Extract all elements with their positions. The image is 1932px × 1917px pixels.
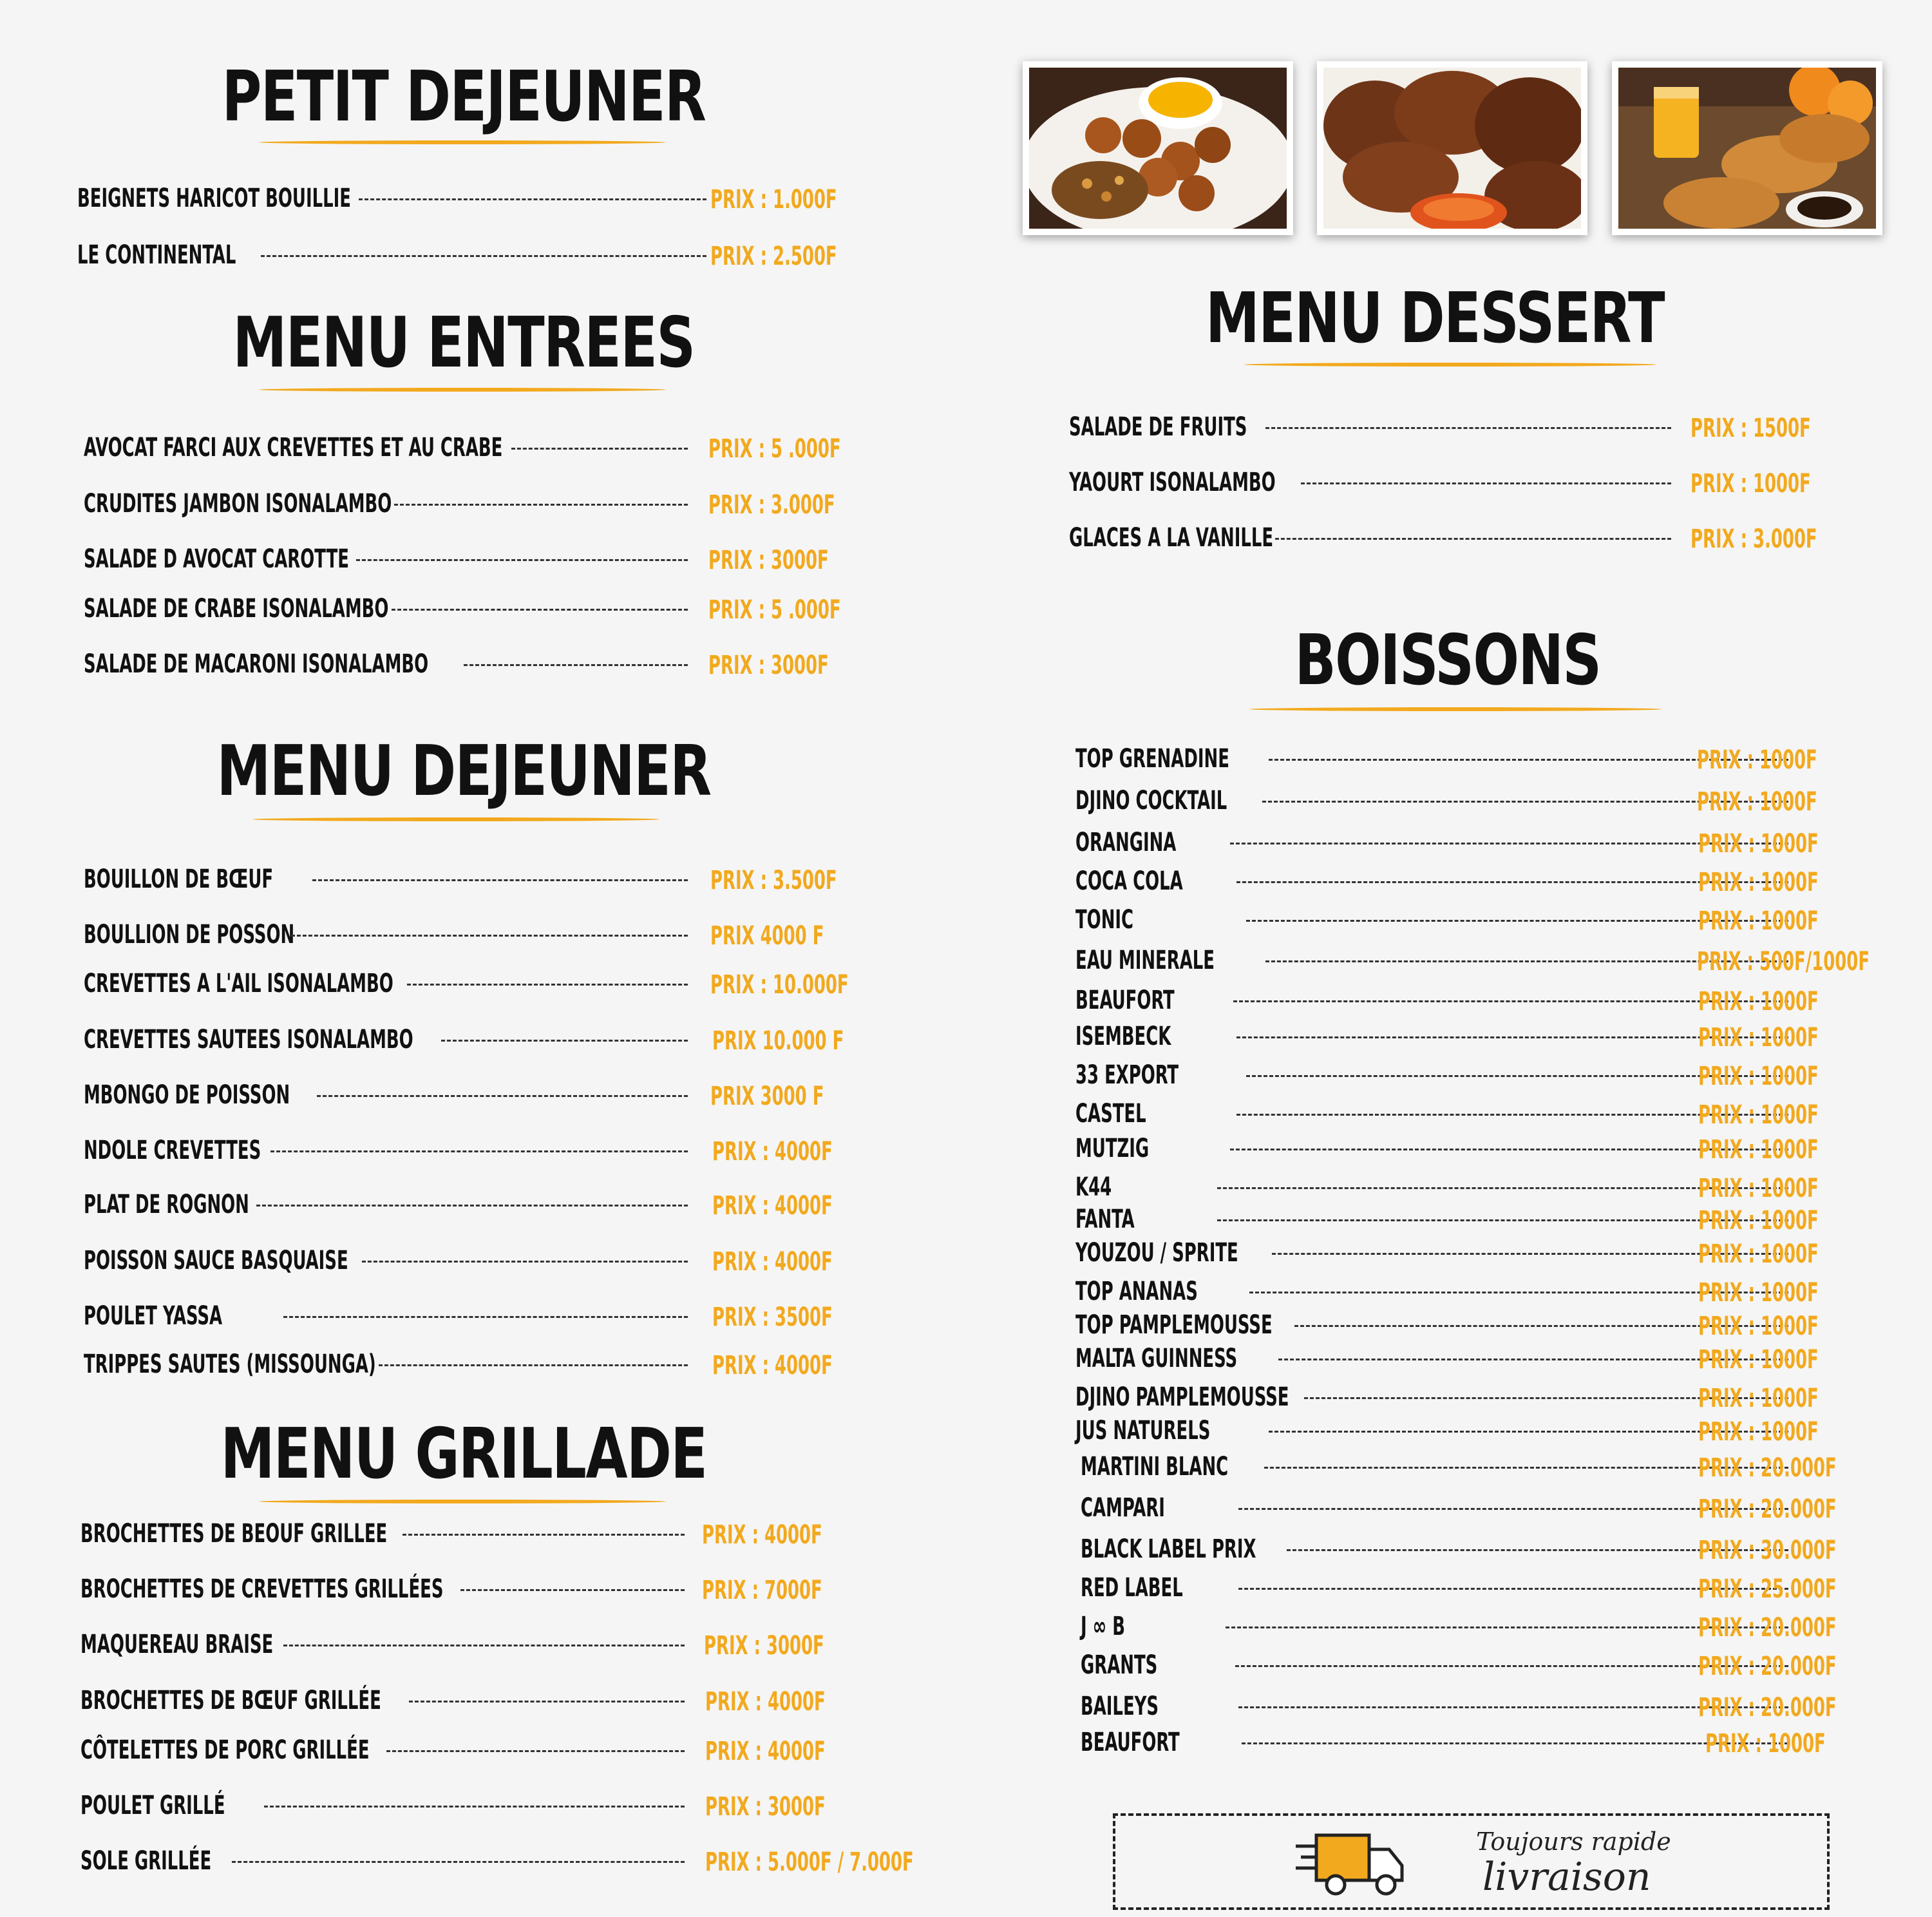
- item-price: PRIX : 30.000F: [1698, 1536, 1837, 1565]
- item-price: PRIX : 7000F: [702, 1576, 822, 1605]
- leader-dots: [317, 1095, 688, 1097]
- item-name: MAQUEREAU BRAISE: [80, 1630, 274, 1659]
- menu-item: [1081, 1533, 1837, 1565]
- item-name: PLAT DE ROGNON: [84, 1190, 249, 1219]
- item-name: SALADE DE CRABE ISONALAMBO: [84, 594, 389, 624]
- section-title-menu-grillade: MENU GRILLADE: [220, 1414, 707, 1494]
- item-price: PRIX : 5 .000F: [708, 434, 841, 464]
- leader-dots: [261, 255, 706, 257]
- title-underline: [259, 388, 666, 392]
- item-price: PRIX : 1000F: [1698, 1239, 1819, 1269]
- item-name: TOP PAMPLEMOUSSE: [1075, 1310, 1273, 1340]
- menu-item: [1081, 1726, 1826, 1759]
- section-title-menu-entrees: MENU ENTREES: [232, 303, 695, 383]
- item-name: DJINO PAMPLEMOUSSE: [1075, 1382, 1289, 1412]
- item-name: MARTINI BLANC: [1081, 1452, 1229, 1482]
- item-name: JUS NATURELS: [1075, 1416, 1211, 1445]
- menu-item: [1075, 1342, 1819, 1375]
- leader-dots: [283, 1316, 688, 1318]
- leader-dots: [407, 984, 688, 986]
- menu-item: [1081, 1572, 1837, 1604]
- leader-dots: [1265, 427, 1671, 429]
- menu-item: [1075, 1309, 1819, 1341]
- title-underline: [252, 817, 659, 821]
- menu-item: [1081, 1492, 1837, 1524]
- item-name: SALADE D AVOCAT CAROTTE: [84, 544, 349, 574]
- menu-item: [80, 1684, 826, 1717]
- item-name: BROCHETTES DE BEOUF GRILLEE: [80, 1519, 388, 1549]
- delivery-badge: [1113, 1813, 1830, 1910]
- item-price: PRIX : 20.000F: [1698, 1693, 1837, 1722]
- menu-item: [80, 1789, 826, 1822]
- item-name: BROCHETTES DE CREVETTES GRILLÉES: [80, 1574, 444, 1604]
- item-price: PRIX : 1000F: [1698, 1417, 1819, 1447]
- menu-item: [84, 1079, 824, 1111]
- menu-item: [1075, 1237, 1819, 1269]
- item-name: CRUDITES JAMBON ISONALAMBO: [84, 489, 392, 519]
- leader-dots: [270, 1150, 688, 1152]
- section-title-boissons: BOISSONS: [1294, 620, 1601, 701]
- item-price: PRIX : 1000F: [1698, 1206, 1819, 1235]
- item-price: PRIX : 1000F: [1698, 1023, 1819, 1053]
- item-price: PRIX : 3000F: [708, 651, 829, 680]
- item-price: PRIX : 1000F: [1698, 1278, 1819, 1308]
- item-price: PRIX : 4000F: [712, 1191, 833, 1221]
- menu-item: [80, 1573, 822, 1605]
- leader-dots: [232, 1861, 685, 1863]
- leader-dots: [1301, 482, 1671, 484]
- menu-item: [1081, 1610, 1837, 1643]
- item-price: PRIX : 20.000F: [1698, 1494, 1837, 1524]
- leader-dots: [394, 504, 688, 506]
- menu-item: [1075, 944, 1870, 977]
- item-price: PRIX : 25.000F: [1698, 1574, 1837, 1604]
- item-price: PRIX : 1000F: [1698, 1100, 1819, 1130]
- item-price: PRIX : 1000F: [1698, 1345, 1819, 1375]
- leader-dots: [392, 609, 688, 611]
- item-name: DJINO COCKTAIL: [1075, 786, 1227, 815]
- delivery-truck-icon: [1296, 1830, 1412, 1901]
- item-name: BEIGNETS HARICOT BOUILLIE: [77, 184, 351, 213]
- item-price: PRIX 10.000 F: [712, 1026, 844, 1056]
- leader-dots: [291, 935, 688, 937]
- item-price: PRIX : 3.000F: [1690, 524, 1817, 554]
- item-price: PRIX : 10.000F: [710, 970, 849, 1000]
- item-name: MBONGO DE POISSON: [84, 1080, 290, 1110]
- item-name: BROCHETTES DE BŒUF GRILLÉE: [80, 1686, 381, 1715]
- item-name: BOULLION DE POSSON: [84, 920, 295, 949]
- menu-item: [80, 1518, 822, 1550]
- item-name: SALADE DE FRUITS: [1069, 412, 1247, 442]
- menu-item: [1075, 865, 1819, 897]
- item-price: PRIX : 1000F: [1698, 906, 1819, 936]
- beignets-photo: [1023, 61, 1293, 235]
- leader-dots: [386, 1750, 685, 1752]
- item-name: K44: [1075, 1172, 1112, 1202]
- item-name: TRIPPES SAUTES (MISSOUNGA): [84, 1350, 376, 1379]
- menu-item: [77, 182, 837, 215]
- delivery-tagline: Toujours rapide: [1476, 1827, 1671, 1856]
- menu-item: [80, 1628, 824, 1661]
- leader-dots: [409, 1701, 685, 1702]
- menu-item: [1075, 743, 1817, 775]
- item-price: PRIX : 3000F: [704, 1631, 824, 1661]
- item-price: PRIX : 1000F: [1698, 1311, 1819, 1341]
- menu-item: [1075, 1171, 1819, 1203]
- item-name: GRANTS: [1081, 1650, 1158, 1680]
- item-price: PRIX : 20.000F: [1698, 1652, 1837, 1681]
- item-price: PRIX : 1000F: [1698, 1384, 1819, 1413]
- item-name: CÔTELETTES DE PORC GRILLÉE: [80, 1735, 370, 1765]
- breakfast-photo: [1612, 61, 1882, 235]
- menu-item: [84, 919, 824, 951]
- item-price: PRIX : 1000F: [1698, 1135, 1819, 1165]
- item-name: MUTZIG: [1075, 1134, 1150, 1163]
- section-title-menu-dejeuner: MENU DEJEUNER: [216, 731, 711, 812]
- menu-item: [84, 1134, 833, 1167]
- leader-dots: [1275, 538, 1671, 540]
- item-name: YAOURT ISONALAMBO: [1069, 468, 1276, 497]
- item-name: 33 EXPORT: [1075, 1060, 1179, 1090]
- item-price: PRIX : 4000F: [712, 1137, 833, 1167]
- item-price: PRIX : 1000F: [1698, 1174, 1819, 1203]
- leader-dots: [283, 1645, 685, 1646]
- item-price: PRIX : 4000F: [702, 1520, 822, 1550]
- item-price: PRIX : 3500F: [712, 1302, 833, 1332]
- item-name: EAU MINERALE: [1075, 946, 1215, 975]
- item-price: PRIX : 20.000F: [1698, 1613, 1837, 1643]
- leader-dots: [379, 1364, 688, 1366]
- item-name: POULET YASSA: [84, 1301, 223, 1331]
- menu-item: [1075, 1203, 1819, 1235]
- item-name: POISSON SAUCE BASQUAISE: [84, 1246, 348, 1275]
- item-price: PRIX : 3000F: [708, 546, 829, 575]
- title-underline: [259, 140, 666, 144]
- leader-dots: [460, 1589, 685, 1591]
- menu-item: [1075, 1132, 1819, 1165]
- menu-item: [1075, 1020, 1819, 1053]
- item-name: CAMPARI: [1081, 1493, 1165, 1523]
- item-name: NDOLE CREVETTES: [84, 1136, 261, 1165]
- item-name: CREVETTES A L'AIL ISONALAMBO: [84, 969, 393, 998]
- leader-dots: [359, 198, 706, 200]
- leader-dots: [256, 1205, 688, 1206]
- item-name: BOUILLON DE BŒUF: [84, 864, 274, 894]
- menu-item: [84, 968, 849, 1000]
- item-price: PRIX : 5 .000F: [708, 595, 841, 625]
- menu-item: [1075, 904, 1819, 936]
- item-price: PRIX : 4000F: [705, 1687, 826, 1717]
- section-title-petit-dejeuner: PETIT DEJEUNER: [222, 57, 706, 137]
- menu-item: [1075, 1275, 1819, 1308]
- item-price: PRIX : 5.000F / 7.000F: [705, 1847, 914, 1877]
- leader-dots: [511, 448, 688, 450]
- menu-item: [1081, 1649, 1837, 1681]
- menu-item: [84, 1188, 833, 1221]
- item-price: PRIX : 4000F: [712, 1247, 833, 1277]
- item-name: SALADE DE MACARONI ISONALAMBO: [84, 649, 429, 679]
- fried-fish-photo: [1317, 61, 1587, 235]
- menu-item: [84, 1245, 833, 1277]
- item-name: MALTA GUINNESS: [1075, 1344, 1238, 1373]
- leader-dots: [402, 1534, 685, 1536]
- menu-item: [1075, 1381, 1819, 1413]
- menu-item: [84, 543, 829, 575]
- item-price: PRIX : 1000F: [1697, 745, 1817, 775]
- item-name: POULET GRILLÉ: [80, 1791, 225, 1820]
- item-name: CREVETTES SAUTEES ISONALAMBO: [84, 1025, 413, 1054]
- menu-item: [1075, 785, 1817, 817]
- title-underline: [1249, 707, 1662, 711]
- menu-item: [80, 1734, 826, 1766]
- item-price: PRIX : 4000F: [705, 1737, 826, 1766]
- item-name: BAILEYS: [1081, 1692, 1159, 1721]
- item-name: BEAUFORT: [1081, 1728, 1180, 1757]
- menu-item: [84, 488, 835, 520]
- item-price: PRIX : 20.000F: [1698, 1453, 1837, 1483]
- leader-dots: [264, 1806, 685, 1807]
- item-name: COCA COLA: [1075, 866, 1183, 896]
- item-price: PRIX : 1000F: [1698, 868, 1819, 897]
- menu-item: [1075, 1059, 1819, 1091]
- item-name: ORANGINA: [1075, 828, 1177, 857]
- item-price: PRIX : 1.000F: [710, 185, 837, 215]
- menu-item: [84, 1024, 844, 1056]
- item-name: RED LABEL: [1081, 1573, 1183, 1603]
- item-price: PRIX : 1000F: [1698, 987, 1819, 1016]
- menu-item: [1069, 522, 1817, 554]
- section-title-menu-dessert: MENU DESSERT: [1205, 278, 1664, 359]
- item-price: PRIX : 1000F: [1698, 1062, 1819, 1091]
- item-name: TONIC: [1075, 905, 1134, 935]
- item-name: LE CONTINENTAL: [77, 240, 236, 270]
- menu-item: [1069, 411, 1811, 443]
- item-price: PRIX : 1000F: [1697, 787, 1817, 817]
- item-price: PRIX : 4000F: [712, 1351, 833, 1380]
- leader-dots: [362, 1261, 688, 1263]
- leader-dots: [441, 1040, 688, 1042]
- item-name: CASTEL: [1075, 1099, 1146, 1129]
- leader-dots: [356, 559, 688, 561]
- item-price: PRIX : 1500F: [1690, 414, 1811, 443]
- menu-item: [84, 593, 841, 625]
- menu-item: [1075, 984, 1819, 1016]
- title-underline: [259, 1500, 666, 1503]
- item-name: AVOCAT FARCI AUX CREVETTES ET AU CRABE: [84, 433, 503, 463]
- menu-item: [84, 1300, 833, 1332]
- menu-item: [1075, 1098, 1819, 1130]
- menu-item: [84, 1348, 833, 1380]
- item-price: PRIX : 3.000F: [708, 490, 835, 520]
- item-name: TOP ANANAS: [1075, 1277, 1198, 1306]
- item-price: PRIX 3000 F: [710, 1082, 824, 1111]
- item-price: PRIX : 1000F: [1698, 829, 1819, 859]
- item-price: PRIX : 500F/1000F: [1697, 947, 1870, 977]
- item-name: TOP GRENADINE: [1075, 744, 1229, 774]
- title-underline: [1244, 363, 1656, 367]
- menu-item: [1075, 1415, 1819, 1447]
- item-name: ISEMBECK: [1075, 1022, 1171, 1051]
- item-name: J ∞ B: [1081, 1612, 1125, 1641]
- item-price: PRIX : 1000F: [1690, 469, 1811, 499]
- menu-item: [1081, 1451, 1837, 1483]
- leader-dots: [464, 664, 688, 666]
- item-name: GLACES A LA VANILLE: [1069, 523, 1274, 553]
- item-name: SOLE GRILLÉE: [80, 1846, 212, 1876]
- menu-item: [77, 239, 837, 271]
- item-price: PRIX : 3.500F: [710, 866, 837, 895]
- menu-item: [80, 1845, 914, 1877]
- menu-item: [84, 863, 837, 895]
- item-name: BEAUFORT: [1075, 986, 1175, 1015]
- menu-item: [84, 648, 829, 680]
- item-name: FANTA: [1075, 1205, 1135, 1234]
- item-price: PRIX : 3000F: [705, 1792, 826, 1822]
- item-price: PRIX : 1000F: [1705, 1729, 1826, 1759]
- menu-item: [1075, 826, 1819, 859]
- item-name: BLACK LABEL PRIX: [1081, 1534, 1256, 1564]
- menu-item: [1069, 466, 1811, 499]
- menu-item: [1081, 1690, 1837, 1722]
- menu-item: [84, 432, 841, 464]
- leader-dots: [312, 879, 688, 881]
- item-price: PRIX : 2.500F: [710, 242, 837, 271]
- item-name: YOUZOU / SPRITE: [1075, 1238, 1238, 1268]
- item-price: PRIX 4000 F: [710, 921, 824, 951]
- delivery-label: livraison: [1482, 1855, 1651, 1900]
